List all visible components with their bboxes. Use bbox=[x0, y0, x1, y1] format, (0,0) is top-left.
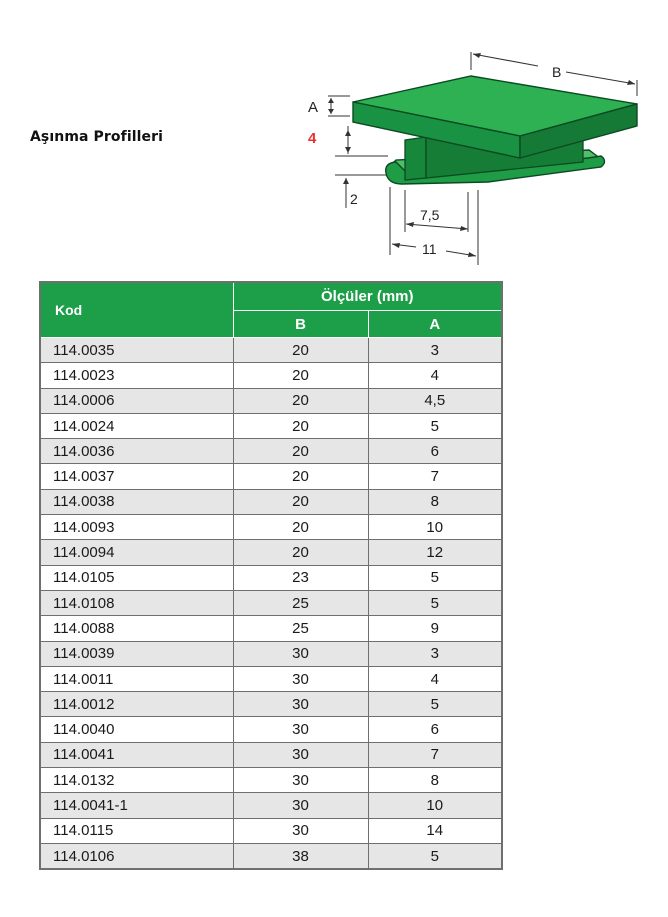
code-cell: 114.0039 bbox=[40, 641, 233, 666]
table-row bbox=[40, 363, 502, 388]
a-cell: 7 bbox=[368, 742, 502, 767]
code-cell: 114.0012 bbox=[40, 692, 233, 717]
a-cell: 9 bbox=[368, 616, 502, 641]
dim-11-label: 11 bbox=[422, 241, 437, 257]
a-cell: 5 bbox=[368, 590, 502, 615]
b-cell: 30 bbox=[233, 793, 368, 818]
a-cell: 3 bbox=[368, 338, 502, 363]
b-cell: 20 bbox=[233, 489, 368, 514]
code-cell: 114.0115 bbox=[40, 818, 233, 843]
b-cell: 30 bbox=[233, 742, 368, 767]
b-cell: 20 bbox=[233, 338, 368, 363]
dim-b-label: B bbox=[552, 64, 562, 80]
a-cell: 12 bbox=[368, 540, 502, 565]
table-row bbox=[40, 338, 502, 363]
table-row bbox=[40, 388, 502, 413]
table-row bbox=[40, 843, 502, 869]
profile-diagram bbox=[298, 40, 658, 270]
table-row bbox=[40, 565, 502, 590]
col-header-b: B bbox=[233, 311, 368, 338]
col-header-a: A bbox=[368, 311, 502, 338]
b-cell: 25 bbox=[233, 590, 368, 615]
code-cell: 114.0035 bbox=[40, 338, 233, 363]
dim-a-label: A bbox=[308, 99, 319, 116]
a-cell: 7 bbox=[368, 464, 502, 489]
b-cell: 30 bbox=[233, 768, 368, 793]
dim-4-label: 4 bbox=[308, 130, 317, 147]
a-cell: 3 bbox=[368, 641, 502, 666]
code-cell: 114.0041-1 bbox=[40, 793, 233, 818]
code-cell: 114.0011 bbox=[40, 666, 233, 691]
col-group-olculer: Ölçüler (mm) bbox=[233, 282, 502, 311]
a-cell: 8 bbox=[368, 768, 502, 793]
table-row bbox=[40, 489, 502, 514]
table-row bbox=[40, 590, 502, 615]
a-cell: 5 bbox=[368, 692, 502, 717]
table-row bbox=[40, 742, 502, 767]
code-cell: 114.0038 bbox=[40, 489, 233, 514]
code-cell: 114.0106 bbox=[40, 843, 233, 869]
code-cell: 114.0041 bbox=[40, 742, 233, 767]
a-cell: 4 bbox=[368, 363, 502, 388]
code-cell: 114.0093 bbox=[40, 515, 233, 540]
a-cell: 4 bbox=[368, 666, 502, 691]
dim-7-5-label: 7,5 bbox=[420, 207, 440, 223]
table-row bbox=[40, 540, 502, 565]
table-row bbox=[40, 818, 502, 843]
b-cell: 23 bbox=[233, 565, 368, 590]
code-cell: 114.0040 bbox=[40, 717, 233, 742]
code-cell: 114.0094 bbox=[40, 540, 233, 565]
a-cell: 6 bbox=[368, 717, 502, 742]
b-cell: 30 bbox=[233, 717, 368, 742]
table-row bbox=[40, 666, 502, 691]
code-cell: 114.0132 bbox=[40, 768, 233, 793]
a-cell: 14 bbox=[368, 818, 502, 843]
profile-diagram-svg bbox=[298, 40, 658, 270]
table-row bbox=[40, 692, 502, 717]
b-cell: 20 bbox=[233, 515, 368, 540]
a-cell: 10 bbox=[368, 793, 502, 818]
col-header-kod: Kod bbox=[40, 282, 233, 338]
table-row bbox=[40, 641, 502, 666]
b-cell: 30 bbox=[233, 818, 368, 843]
b-cell: 25 bbox=[233, 616, 368, 641]
b-cell: 20 bbox=[233, 413, 368, 438]
code-cell: 114.0108 bbox=[40, 590, 233, 615]
table-row bbox=[40, 439, 502, 464]
table-row bbox=[40, 717, 502, 742]
b-cell: 38 bbox=[233, 843, 368, 869]
code-cell: 114.0024 bbox=[40, 413, 233, 438]
table-row bbox=[40, 515, 502, 540]
table-row bbox=[40, 616, 502, 641]
profile-web-front bbox=[405, 137, 426, 180]
code-cell: 114.0037 bbox=[40, 464, 233, 489]
table-row bbox=[40, 413, 502, 438]
code-cell: 114.0006 bbox=[40, 388, 233, 413]
code-cell: 114.0023 bbox=[40, 363, 233, 388]
b-cell: 20 bbox=[233, 464, 368, 489]
table-row bbox=[40, 793, 502, 818]
dim-2-label: 2 bbox=[350, 191, 358, 207]
code-cell: 114.0088 bbox=[40, 616, 233, 641]
code-cell: 114.0036 bbox=[40, 439, 233, 464]
b-cell: 20 bbox=[233, 363, 368, 388]
a-cell: 5 bbox=[368, 413, 502, 438]
page-title: Aşınma Profilleri bbox=[30, 129, 164, 145]
a-cell: 6 bbox=[368, 439, 502, 464]
code-cell: 114.0105 bbox=[40, 565, 233, 590]
b-cell: 20 bbox=[233, 388, 368, 413]
wear-profiles-table bbox=[39, 281, 503, 870]
a-cell: 8 bbox=[368, 489, 502, 514]
b-cell: 30 bbox=[233, 641, 368, 666]
b-cell: 20 bbox=[233, 439, 368, 464]
a-cell: 5 bbox=[368, 843, 502, 869]
a-cell: 4,5 bbox=[368, 388, 502, 413]
table-row bbox=[40, 464, 502, 489]
b-cell: 30 bbox=[233, 666, 368, 691]
table-body bbox=[40, 338, 502, 870]
b-cell: 20 bbox=[233, 540, 368, 565]
table-row bbox=[40, 768, 502, 793]
a-cell: 10 bbox=[368, 515, 502, 540]
b-cell: 30 bbox=[233, 692, 368, 717]
a-cell: 5 bbox=[368, 565, 502, 590]
